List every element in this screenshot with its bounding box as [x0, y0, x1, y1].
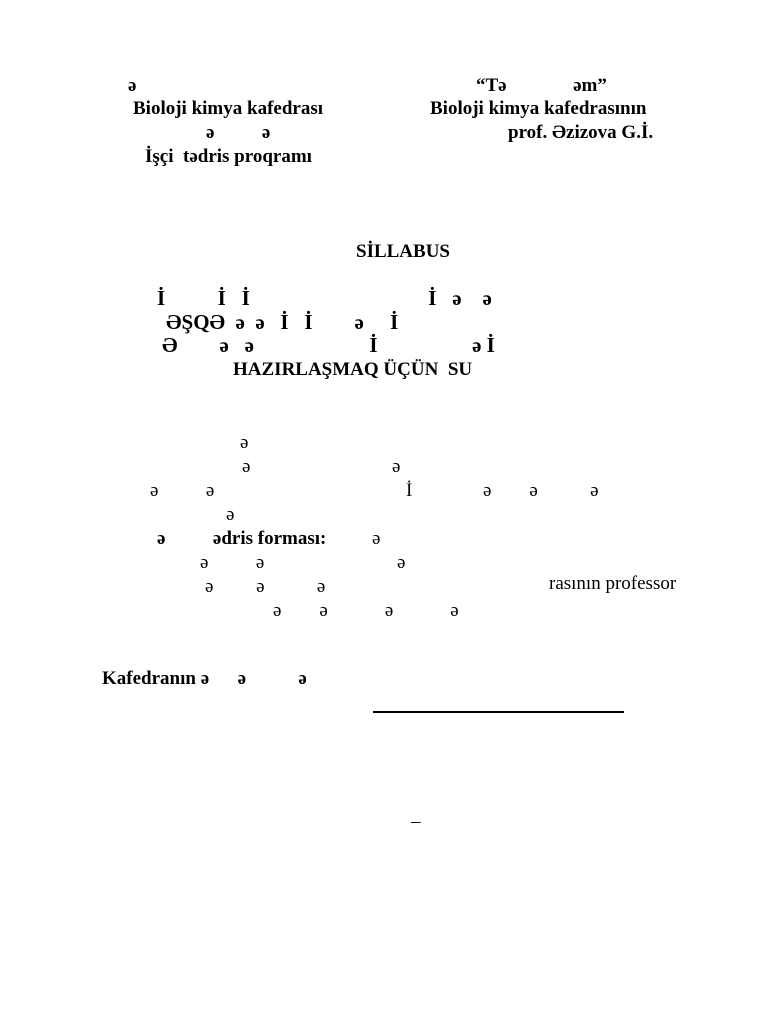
info-line-3a: ə ə — [150, 480, 215, 501]
header-left-line-3: ə ə — [206, 122, 271, 143]
teaching-form-value: ə — [372, 528, 381, 549]
instructor-title: rasının professor — [549, 573, 677, 594]
department-head-title: Bioloji kimya kafedrasının — [430, 98, 647, 119]
work-program-label: İşçi tədris proqramı — [145, 146, 312, 167]
subject-line-4: HAZIRLAŞMAQ ÜÇÜN SU — [233, 359, 473, 380]
info-line-4: ə — [226, 504, 235, 525]
info-line-3b: İ — [406, 480, 413, 501]
info-line-2a: ə — [242, 456, 251, 477]
approval-heading: “Tə əm” — [476, 75, 607, 96]
info-line-8: ə ə ə ə — [273, 600, 459, 621]
info-line-6b: ə — [397, 552, 406, 573]
info-line-6a: ə ə — [200, 552, 265, 573]
department-head-name: prof. Əzizova G.İ. — [508, 122, 654, 143]
date-dash: – — [411, 811, 421, 832]
department-head-signature-label: Kafedranın ə ə ə — [102, 668, 307, 689]
document-title: SİLLABUS — [356, 241, 450, 262]
header-left-line-1: ə — [128, 75, 137, 96]
subject-line-3: Ə ə ə İ ə İ — [162, 333, 495, 357]
info-line-7a: ə ə ə — [205, 576, 326, 597]
signature-line — [373, 711, 624, 713]
department-name: Bioloji kimya kafedrası — [133, 98, 324, 119]
info-line-1: ə — [240, 432, 249, 453]
subject-line-2: ƏŞQƏ ə ə İ İ ə İ — [166, 310, 399, 334]
info-line-3c: ə ə ə — [483, 480, 599, 501]
info-line-2b: ə — [392, 456, 401, 477]
subject-line-1: İ İ İ İ ə ə — [157, 286, 492, 310]
teaching-form-label: ə ədris forması: — [157, 528, 327, 549]
